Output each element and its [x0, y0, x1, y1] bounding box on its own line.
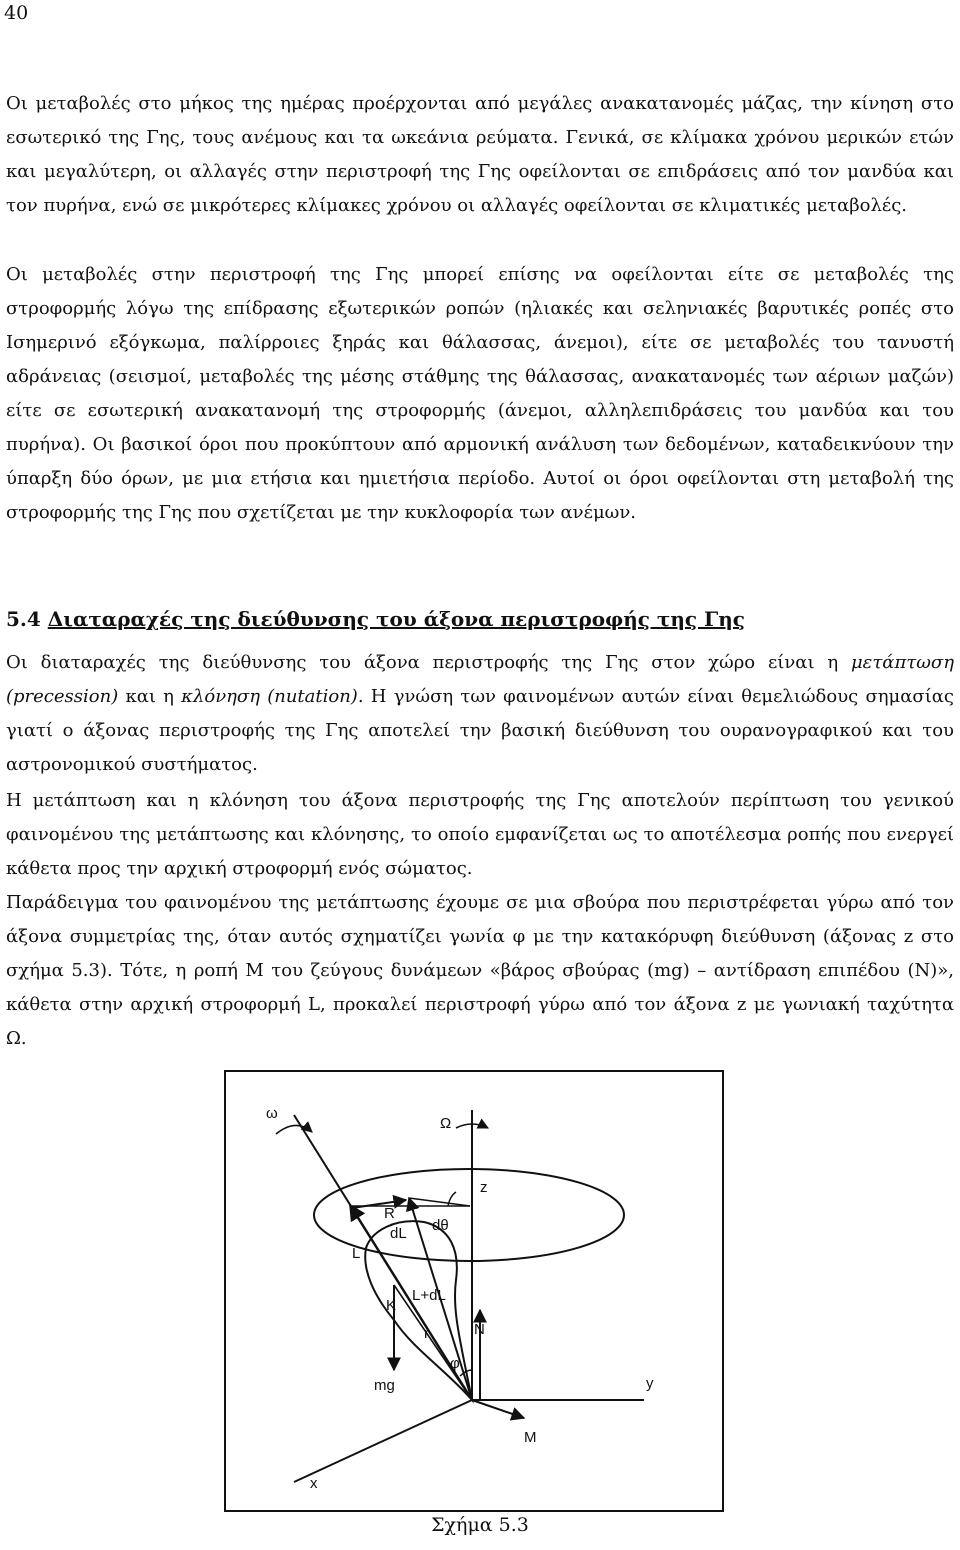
- radius-R2: [409, 1198, 470, 1206]
- label-mg: mg: [374, 1377, 395, 1394]
- x-axis: [294, 1400, 472, 1482]
- para3-text-1: Οι διαταραχές της διεύθυνσης του άξονα περιστροφής της Γης στον χώρο είναι η: [6, 652, 851, 673]
- para3-text-3: . Η γνώση των φαινομένων αυτών είναι θεμελιώδους σημασίας γιατί ο άξονας περιστροφής της Γης αποτελεί την βασική διεύθυνση του ουρανογραφικού και του αστρονομικού συστήματος.: [6, 686, 954, 775]
- precession-ellipse: [314, 1169, 624, 1261]
- label-M: M: [524, 1429, 537, 1446]
- section-heading: [6, 604, 745, 634]
- term-precession: μετάπτωση (precession): [6, 652, 954, 707]
- term-nutation: κλόνηση (nutation): [181, 686, 358, 707]
- label-phi: φ: [450, 1355, 460, 1372]
- label-R: R: [384, 1205, 395, 1222]
- figure-spinning-top: [224, 1070, 724, 1512]
- label-x: x: [310, 1475, 318, 1492]
- paragraph-precession-nutation: [6, 646, 954, 782]
- label-L: L: [352, 1245, 361, 1262]
- label-z: z: [480, 1179, 488, 1196]
- label-N: N: [474, 1321, 485, 1338]
- paragraph-general-phenomenon: Η μετάπτωση και η κλόνηση του άξονα περιστροφής της Γης αποτελούν περίπτωση του γενικού φαινομένου της μετάπτωσης και κλόνησης, το οποίο εμφανίζεται ως το αποτέλεσμα ροπής που ενεργεί κάθετα προς την αρχική στροφορμή ενός σώματος.: [6, 790, 954, 879]
- paragraph-spinning-top-example: Παράδειγμα του φαινομένου της μετάπτωσης έχουμε σε μια σβούρα που περιστρέφεται γύρω από τον άξονα συμμετρίας της, όταν αυτός σχηματίζει γωνία φ με την κατακόρυφη διεύθυνση (άξονας z στο σχήμα 5.3). Τότε, η ροπή Μ του ζεύγους δυνάμεων «βάρος σβούρας (mg) – αντίδραση επιπέδου (N)», κάθετα στην αρχική στροφορμή L, προκαλεί περιστροφή γύρω από τον άξονα z με γωνιακή ταχύτητα Ω.: [6, 892, 954, 1049]
- section-number: 5.4: [6, 607, 48, 631]
- page-number: 40: [4, 2, 29, 24]
- label-K: K: [386, 1297, 397, 1314]
- label-r: r: [424, 1325, 429, 1342]
- spin-arrow: [276, 1125, 312, 1134]
- vector-dL: [352, 1200, 406, 1208]
- label-omega-big: Ω: [440, 1115, 452, 1132]
- figure-frame: [225, 1071, 723, 1511]
- vector-M: [472, 1400, 524, 1418]
- label-omega-small: ω: [266, 1105, 278, 1122]
- label-y: y: [646, 1375, 654, 1392]
- figure-diagram: [224, 1070, 724, 1512]
- label-L-plus-dL: L+dL: [412, 1287, 446, 1304]
- section-title: Διαταραχές της διεύθυνσης του άξονα περιστροφής της Γης: [47, 607, 745, 631]
- figure-caption: Σχήμα 5.3: [431, 1514, 529, 1536]
- label-dtheta: dθ: [432, 1217, 449, 1234]
- para3-text-2: και η: [118, 686, 182, 707]
- label-dL: dL: [390, 1225, 407, 1242]
- paragraph-rotation-changes: Οι μεταβολές στην περιστροφή της Γης μπορεί επίσης να οφείλονται είτε σε μεταβολές της στροφορμής λόγω της επίδρασης εξωτερικών ροπών (ηλιακές και σεληνιακές βαρυτικές ροπές στο Ισημερινό εξόγκωμα, παλίρροιες ξηράς και θάλασσας, άνεμοι), είτε σε μεταβολές του τανυστή αδράνειας (σεισμοί, μεταβολές της μέσης στάθμης της θάλασσας, ανακατανομές των αέριων μαζών) είτε σε εσωτερική ανακατανομή της στροφορμής (άνεμοι, αλληλεπιδράσεις του μανδύα και του πυρήνα). Οι βασικοί όροι που προκύπτουν από αρμονική ανάλυση των δεδομένων, καταδεικνύουν την ύπαρξη δύο όρων, με μια ετήσια και ημιετήσια περίοδο. Αυτοί οι όροι οφείλονται στη μεταβολή της στροφορμής της Γης που σχετίζεται με την κυκλοφορία των ανέμων.: [6, 264, 954, 523]
- paragraph-day-length: Οι μεταβολές στο μήκος της ημέρας προέρχονται από μεγάλες ανακατανομές μάζας, την κίνηση στο εσωτερικό της Γης, τους ανέμους και τα ωκεάνια ρεύματα. Γενικά, σε κλίμακα χρόνου μερικών ετών και μεγαλύτερη, οι αλλαγές στην περιστροφή της Γης οφείλονται σε επιδράσεις από τον μανδύα και τον πυρήνα, ενώ σε μικρότερες κλίμακες χρόνου οι αλλαγές οφείλονται σε κλιματικές μεταβολές.: [6, 93, 954, 216]
